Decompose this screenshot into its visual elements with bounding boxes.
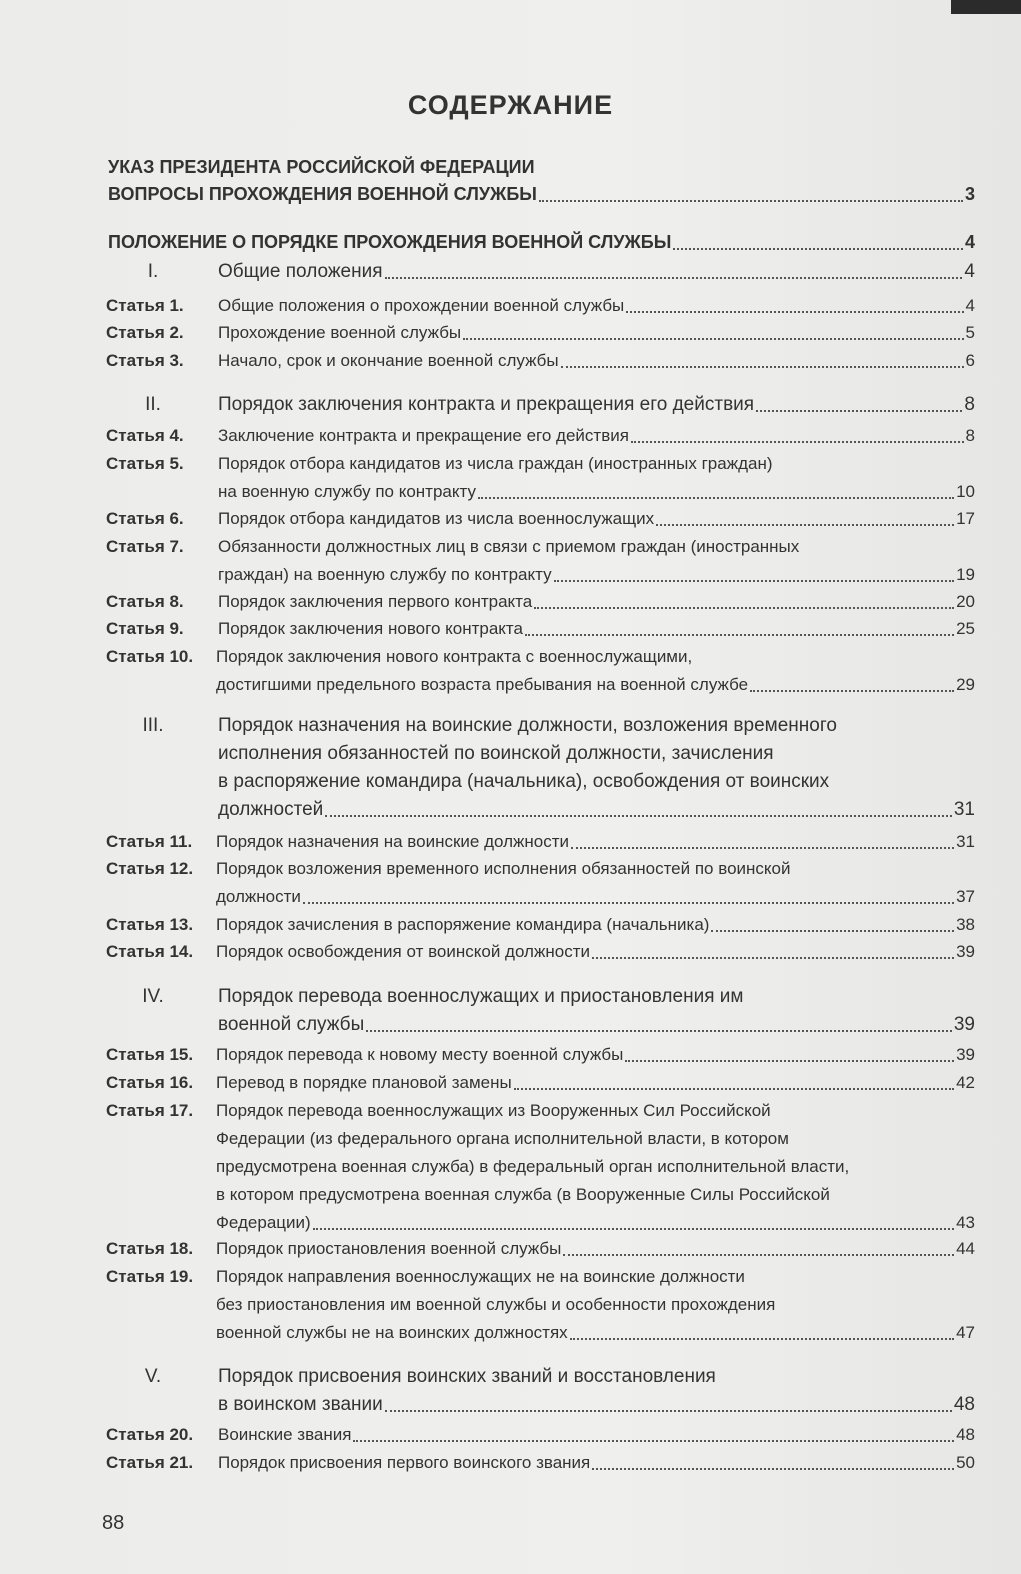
toc-entry-title: Прохождение военной службы bbox=[218, 323, 462, 342]
toc-page-number: 17 bbox=[956, 509, 975, 528]
article-number: Статья 11. bbox=[106, 832, 193, 851]
dot-leader bbox=[673, 248, 963, 250]
toc-entry-line bbox=[216, 643, 975, 670]
toc-entry-last-line bbox=[218, 319, 975, 346]
dot-leader bbox=[385, 1410, 952, 1412]
article-number: Статья 15. bbox=[106, 1045, 194, 1064]
toc-entry-last-line bbox=[218, 347, 975, 374]
toc-entry-title: Федерации (из федерального органа исполнительной власти, в котором bbox=[216, 1129, 789, 1148]
article-number: Статья 12. bbox=[106, 859, 194, 878]
toc-entry-title: Порядок заключения нового контракта с военнослужащими, bbox=[216, 647, 693, 666]
toc-page-number: 44 bbox=[956, 1239, 975, 1258]
toc-entry-last-line bbox=[108, 229, 975, 256]
toc-entry-title: Порядок направления военнослужащих не на воинские должности bbox=[216, 1267, 745, 1286]
toc-entry-line bbox=[216, 1125, 975, 1152]
toc-entry-title: военной службы bbox=[218, 1014, 365, 1035]
toc-entry-last-line bbox=[218, 1449, 975, 1476]
dot-leader bbox=[514, 1088, 954, 1090]
toc-entry-last-line bbox=[218, 1421, 975, 1448]
article-number: Статья 10. bbox=[106, 647, 194, 666]
article-number: Статья 8. bbox=[106, 592, 184, 611]
toc-entry-title: граждан) на военную службу по контракту bbox=[218, 565, 552, 584]
toc-entry-last-line bbox=[218, 1391, 975, 1418]
toc-entry-last-line bbox=[218, 796, 975, 823]
dot-leader bbox=[463, 338, 963, 340]
page-title: СОДЕРЖАНИЕ bbox=[407, 90, 614, 120]
toc-entry-title: Порядок заключения нового контракта bbox=[218, 619, 523, 638]
dot-leader bbox=[366, 1030, 952, 1032]
section-number: III. bbox=[142, 715, 164, 736]
toc-page-number: 25 bbox=[956, 619, 975, 638]
dot-leader bbox=[525, 634, 954, 636]
article-number: Статья 4. bbox=[106, 426, 184, 445]
toc-page-number: 39 bbox=[956, 1045, 975, 1064]
toc-entry-line bbox=[216, 1181, 975, 1208]
toc-entry-last-line bbox=[218, 588, 975, 615]
toc-entry-title: Порядок зачисления в распоряжение командира (начальника) bbox=[216, 915, 710, 934]
article-number: Статья 7. bbox=[106, 537, 184, 556]
toc-entry-last-line bbox=[216, 1235, 975, 1262]
toc-entry-title: Воинские звания bbox=[218, 1425, 352, 1444]
toc-page-number: 20 bbox=[956, 592, 975, 611]
dot-leader bbox=[631, 441, 964, 443]
toc-entry-title: достигшими предельного возраста пребывания на военной службе bbox=[216, 675, 749, 694]
toc-entry-title: Порядок перевода к новому месту военной службы bbox=[216, 1045, 624, 1064]
toc-page-number: 8 bbox=[965, 426, 975, 445]
toc-entry-title: должностей bbox=[218, 799, 324, 820]
toc-entry-title: Начало, срок и окончание военной службы bbox=[218, 351, 559, 370]
toc-entry-last-line bbox=[216, 938, 975, 965]
toc-entry-line bbox=[218, 768, 975, 795]
toc-entry-last-line bbox=[216, 1209, 975, 1236]
toc-entry-last-line bbox=[218, 292, 975, 319]
article-number: Статья 2. bbox=[106, 323, 184, 342]
dot-leader bbox=[711, 930, 954, 932]
dot-leader bbox=[656, 524, 954, 526]
toc-entry-title: Федерации) bbox=[216, 1213, 311, 1232]
toc-entry-title: Общие положения о прохождении военной службы bbox=[218, 296, 625, 315]
toc-entry-last-line bbox=[218, 505, 975, 532]
toc-entry-title: УКАЗ ПРЕЗИДЕНТА РОССИЙСКОЙ ФЕДЕРАЦИИ bbox=[108, 157, 535, 177]
toc-entry-title: Обязанности должностных лиц в связи с приемом граждан (иностранных bbox=[218, 537, 800, 556]
toc-page-number: 29 bbox=[956, 675, 975, 694]
toc-entry-title: Порядок возложения временного исполнения обязанностей по воинской bbox=[216, 859, 791, 878]
section-number: II. bbox=[145, 394, 161, 415]
dot-leader bbox=[592, 1468, 954, 1470]
toc-entry-last-line bbox=[218, 391, 975, 418]
dot-leader bbox=[592, 957, 954, 959]
toc-page-number: 6 bbox=[965, 351, 975, 370]
toc-page-number: 50 bbox=[956, 1453, 975, 1472]
toc-page-number: 38 bbox=[956, 915, 975, 934]
toc-entry-title: в котором предусмотрена военная служба (в Вооруженные Силы Российской bbox=[216, 1185, 830, 1204]
dot-leader bbox=[625, 1060, 954, 1062]
article-number: Статья 14. bbox=[106, 942, 194, 961]
toc-page-number: 10 bbox=[956, 482, 975, 501]
toc-page-number: 31 bbox=[956, 832, 975, 851]
toc-entry-line bbox=[216, 1291, 975, 1318]
toc-entry-line bbox=[216, 1097, 975, 1124]
toc-page-number: 39 bbox=[956, 942, 975, 961]
toc-entry-line bbox=[218, 450, 975, 477]
toc-entry-line bbox=[218, 1363, 975, 1390]
toc-entry-title: Порядок приостановления военной службы bbox=[216, 1239, 562, 1258]
toc-entry-title: Порядок отбора кандидатов из числа граждан (иностранных граждан) bbox=[218, 454, 773, 473]
article-number: Статья 17. bbox=[106, 1101, 194, 1120]
dot-leader bbox=[554, 580, 954, 582]
toc-entry-title: Порядок заключения первого контракта bbox=[218, 592, 533, 611]
toc-entry-last-line bbox=[218, 615, 975, 642]
dot-leader bbox=[563, 1254, 954, 1256]
dot-leader bbox=[539, 200, 963, 202]
dot-leader bbox=[570, 1338, 954, 1340]
article-number: Статья 16. bbox=[106, 1073, 194, 1092]
toc-entry-title: военной службы не на воинских должностях bbox=[216, 1323, 568, 1342]
toc-entry-title: ПОЛОЖЕНИЕ О ПОРЯДКЕ ПРОХОЖДЕНИЯ ВОЕННОЙ СЛУЖБЫ bbox=[108, 232, 672, 252]
toc-entry-line bbox=[218, 533, 975, 560]
toc-entry-last-line bbox=[216, 1319, 975, 1346]
article-number: Статья 9. bbox=[106, 619, 184, 638]
dot-leader bbox=[561, 366, 964, 368]
section-number: IV. bbox=[142, 986, 164, 1007]
toc-entry-title: Порядок присвоения первого воинского звания bbox=[218, 1453, 591, 1472]
dot-leader bbox=[756, 410, 962, 412]
toc-entry-title: Общие положения bbox=[218, 261, 383, 282]
toc-entry-last-line bbox=[218, 561, 975, 588]
article-number: Статья 5. bbox=[106, 454, 184, 473]
toc-entry-last-line bbox=[218, 1011, 975, 1038]
toc-entry-last-line bbox=[216, 1041, 975, 1068]
toc-entry-line bbox=[216, 855, 975, 882]
section-number: I. bbox=[147, 261, 159, 282]
dot-leader bbox=[325, 815, 952, 817]
dot-leader bbox=[313, 1228, 954, 1230]
dot-leader bbox=[571, 847, 954, 849]
toc-entry-line bbox=[218, 740, 975, 767]
article-number: Статья 6. bbox=[106, 509, 184, 528]
dot-leader bbox=[750, 690, 954, 692]
toc-entry-title: Перевод в порядке плановой замены bbox=[216, 1073, 512, 1092]
toc-entry-last-line bbox=[216, 1069, 975, 1096]
toc-page-number: 8 bbox=[964, 394, 975, 415]
toc-entry-title: Порядок назначения на воинские должности bbox=[216, 832, 569, 851]
toc-page-number: 48 bbox=[953, 1394, 975, 1415]
toc-entry-last-line bbox=[216, 828, 975, 855]
article-number: Статья 18. bbox=[106, 1239, 194, 1258]
toc-entry-title: Порядок освобождения от воинской должности bbox=[216, 942, 590, 961]
article-number: Статья 21. bbox=[106, 1453, 194, 1472]
toc-entry-title: Порядок заключения контракта и прекращения его действия bbox=[218, 394, 755, 415]
toc-entry-line bbox=[108, 154, 975, 181]
toc-entry-last-line bbox=[216, 883, 975, 910]
toc-page-number: 4 bbox=[965, 296, 975, 315]
dot-leader bbox=[626, 311, 963, 313]
article-number: Статья 3. bbox=[106, 351, 184, 370]
toc-page-number: 19 bbox=[956, 565, 975, 584]
toc-entry-line bbox=[218, 712, 975, 739]
toc-entry-title: Заключение контракта и прекращение его действия bbox=[218, 426, 629, 445]
dot-leader bbox=[303, 902, 954, 904]
toc-entry-title: ВОПРОСЫ ПРОХОЖДЕНИЯ ВОЕННОЙ СЛУЖБЫ bbox=[108, 184, 537, 204]
article-number: Статья 19. bbox=[106, 1267, 194, 1286]
toc-entry-title: предусмотрена военная служба) в федеральный орган исполнительной власти, bbox=[216, 1157, 850, 1176]
section-number: V. bbox=[144, 1366, 162, 1387]
dot-leader bbox=[534, 607, 954, 609]
toc-entry-last-line bbox=[218, 258, 975, 285]
article-number: Статья 20. bbox=[106, 1425, 194, 1444]
toc-page-number: 4 bbox=[964, 232, 975, 252]
toc-entry-last-line bbox=[218, 422, 975, 449]
toc-page-number: 37 bbox=[956, 887, 975, 906]
toc-page-number: 39 bbox=[953, 1014, 975, 1035]
toc-entry-title: Порядок присвоения воинских званий и восстановления bbox=[218, 1366, 716, 1387]
toc-page-number: 3 bbox=[964, 184, 975, 204]
toc-entry-last-line bbox=[216, 911, 975, 938]
toc-entry-last-line bbox=[108, 181, 975, 208]
toc-page-number: 5 bbox=[965, 323, 975, 342]
toc-entry-title: без приостановления им военной службы и особенности прохождения bbox=[216, 1295, 776, 1314]
toc-entry-line bbox=[218, 983, 975, 1010]
dot-leader bbox=[353, 1440, 954, 1442]
article-number: Статья 13. bbox=[106, 915, 194, 934]
toc-page-number: 47 bbox=[956, 1323, 975, 1342]
page-number: 88 bbox=[102, 1512, 125, 1534]
toc-page-number: 48 bbox=[956, 1425, 975, 1444]
toc-entry-title: Порядок перевода военнослужащих из Вооруженных Сил Российской bbox=[216, 1101, 771, 1120]
toc-page-number: 4 bbox=[964, 261, 975, 282]
toc-page-number: 42 bbox=[956, 1073, 975, 1092]
toc-entry-title: исполнения обязанностей по воинской должности, зачисления bbox=[218, 743, 774, 764]
toc-entry-title: Порядок назначения на воинские должности, возложения временного bbox=[218, 715, 837, 736]
toc-page-number: 43 bbox=[956, 1213, 975, 1232]
toc-entry-title: Порядок перевода военнослужащих и приостановления им bbox=[218, 986, 744, 1007]
dot-leader bbox=[478, 497, 954, 499]
toc-entry-title: на военную службу по контракту bbox=[218, 482, 476, 501]
toc-entry-line bbox=[216, 1153, 975, 1180]
toc-page-number: 31 bbox=[953, 799, 975, 820]
toc-entry-title: Порядок отбора кандидатов из числа военнослужащих bbox=[218, 509, 655, 528]
toc-entry-title: в воинском звании bbox=[218, 1394, 383, 1415]
toc-entry-last-line bbox=[216, 671, 975, 698]
toc-entry-line bbox=[216, 1263, 975, 1290]
article-number: Статья 1. bbox=[106, 296, 184, 315]
dot-leader bbox=[385, 277, 963, 279]
toc-entry-last-line bbox=[218, 478, 975, 505]
toc-entry-title: должности bbox=[216, 887, 301, 906]
toc-entry-title: в распоряжение командира (начальника), освобождения от воинских bbox=[218, 771, 830, 792]
